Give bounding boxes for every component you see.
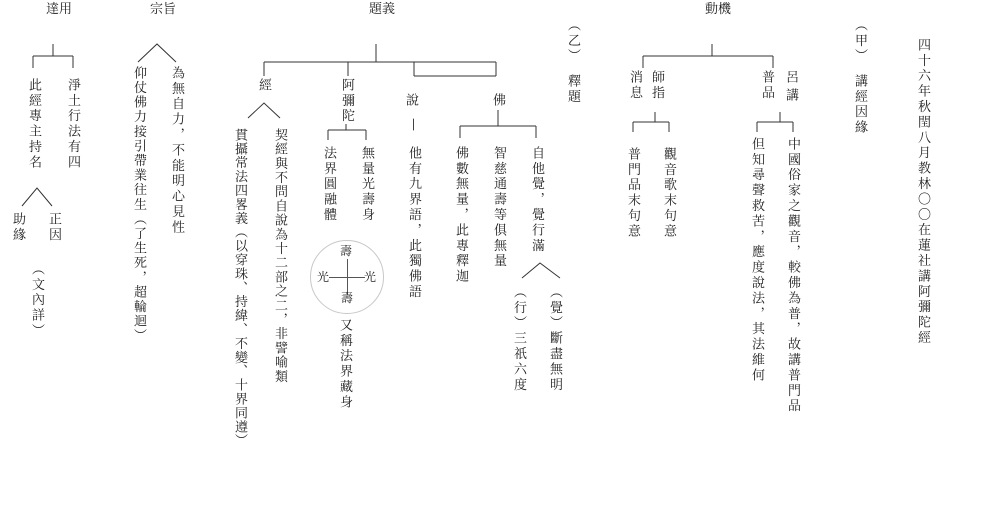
fo-line2: 智慈通壽等俱無量 xyxy=(491,146,506,270)
shuo-dash: — xyxy=(406,118,421,134)
pumen-line2: 但知尋聲救苦，應度說法，其法維何 xyxy=(749,137,764,384)
jing-line1: 契經與不問自說為十二部之二，非譬喻類 xyxy=(272,128,287,384)
dayong-note: （文內詳） xyxy=(29,262,44,339)
seal-left: 光 xyxy=(317,270,330,284)
amituo-line1: 無量光壽身 xyxy=(359,146,374,223)
dayong-label xyxy=(43,2,73,17)
tiyi-label-text: 題義 xyxy=(369,2,396,17)
shizhi-line1: 觀音歌末句意 xyxy=(661,147,676,240)
section-yi-heading: 釋題 xyxy=(565,74,580,105)
pumen-label: 普品 xyxy=(759,70,774,101)
seal-top: 壽 xyxy=(340,244,353,258)
pumen-lu: 呂 xyxy=(783,70,798,86)
dongji-label xyxy=(700,2,732,17)
fo-line3: 佛數無量，此專釋迦 xyxy=(453,146,468,285)
amituo-line2: 法界圓融體 xyxy=(321,146,336,223)
section-jia-heading: 講經因緣 xyxy=(852,74,867,136)
dongji-label-text: 動機 xyxy=(705,2,732,17)
jing-label: 經 xyxy=(256,78,271,94)
dayong-zhuyuan: 助緣 xyxy=(10,212,25,243)
dayong-zhengyin: 正因 xyxy=(46,212,61,243)
zongzhi-label-text: 宗旨 xyxy=(150,2,177,17)
zongzhi-line2: 仰仗佛力接引帶業往生（了生死，超輪迴） xyxy=(131,66,146,344)
longevity-seal xyxy=(310,240,384,314)
amituo-line3: 又稱法界藏身 xyxy=(337,318,352,411)
tiyi-label xyxy=(366,2,396,17)
shuo-line1: 他有九界語，此獨佛語 xyxy=(406,146,421,300)
dayong-label-text: 達用 xyxy=(46,2,73,17)
zongzhi-label xyxy=(147,2,177,17)
seal-right: 光 xyxy=(364,270,377,284)
pumen-line1: 中國俗家之觀音，較佛為普，故講普門品 xyxy=(785,137,800,415)
fo-sub2: （行）三祇六度 xyxy=(511,285,526,393)
dayong-line1: 淨土行法有四 xyxy=(65,78,80,171)
section-yi-marker: （乙） xyxy=(565,18,580,65)
shuo-label: 說 xyxy=(403,93,418,109)
xiaoxi-label: 消息 xyxy=(627,70,642,101)
fo-label: 佛 xyxy=(490,93,505,109)
shizhi-label: 師指 xyxy=(649,70,664,101)
fo-line1: 自他覺，覺行滿 xyxy=(529,146,544,254)
dayong-line2: 此經專主持名 xyxy=(26,78,41,171)
seal-cross-v xyxy=(347,259,348,295)
zongzhi-line1: 為無自力，不能明心見性 xyxy=(169,66,184,236)
fo-sub1: （覺）斷盡無明 xyxy=(547,285,562,393)
seal-bottom: 壽 xyxy=(341,291,354,305)
shizhi-line2: 普門品末句意 xyxy=(625,147,640,240)
section-jia-marker: （甲） xyxy=(852,18,867,65)
lecture-title: 四十六年秋閏八月教林〇〇在蓮社講阿彌陀經 xyxy=(915,38,930,346)
jing-line2: 貫攝常法四畧義（以穿珠、持緯、不變、十界同遵） xyxy=(232,128,247,448)
amituo-label: 阿彌陀 xyxy=(339,78,354,125)
pumen-jiang: 講 xyxy=(783,88,798,104)
